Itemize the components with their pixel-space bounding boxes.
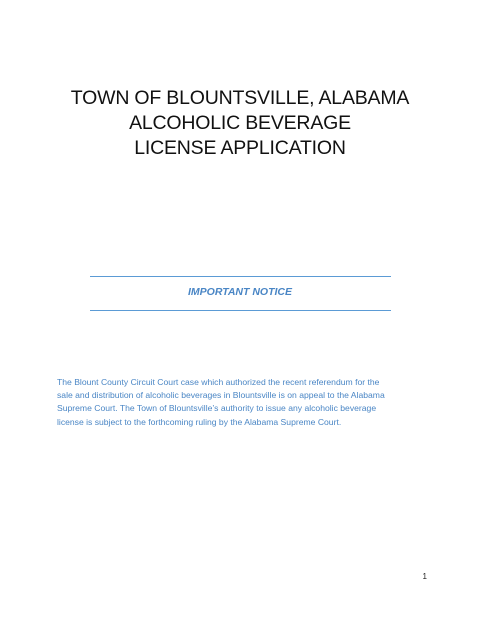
notice-body (57, 376, 415, 429)
title-line-3: LICENSE APPLICATION (134, 137, 346, 159)
document-title (0, 86, 480, 161)
notice-body-line-4: license is subject to the forthcoming ruling by the Alabama Supreme Court. (57, 416, 342, 427)
title-line-1: TOWN OF BLOUNTSVILLE, ALABAMA (70, 87, 410, 109)
notice-top-rule (90, 276, 391, 277)
title-line-2: ALCOHOLIC BEVERAGE (129, 112, 351, 134)
notice-body-line-1: The Blount County Circuit Court case which authorized the recent referendum for the (57, 377, 380, 387)
notice-bottom-rule (90, 310, 391, 311)
notice-heading: IMPORTANT NOTICE (187, 286, 293, 298)
notice-body-line-3: Supreme Court. The Town of Blountsville’s authority to issue any alcoholic beverage (57, 403, 377, 414)
page-number: 1 (422, 572, 427, 581)
notice-body-line-2: sale and distribution of alcoholic beverages in Blountsville is on appeal to the Alabama (57, 390, 385, 401)
